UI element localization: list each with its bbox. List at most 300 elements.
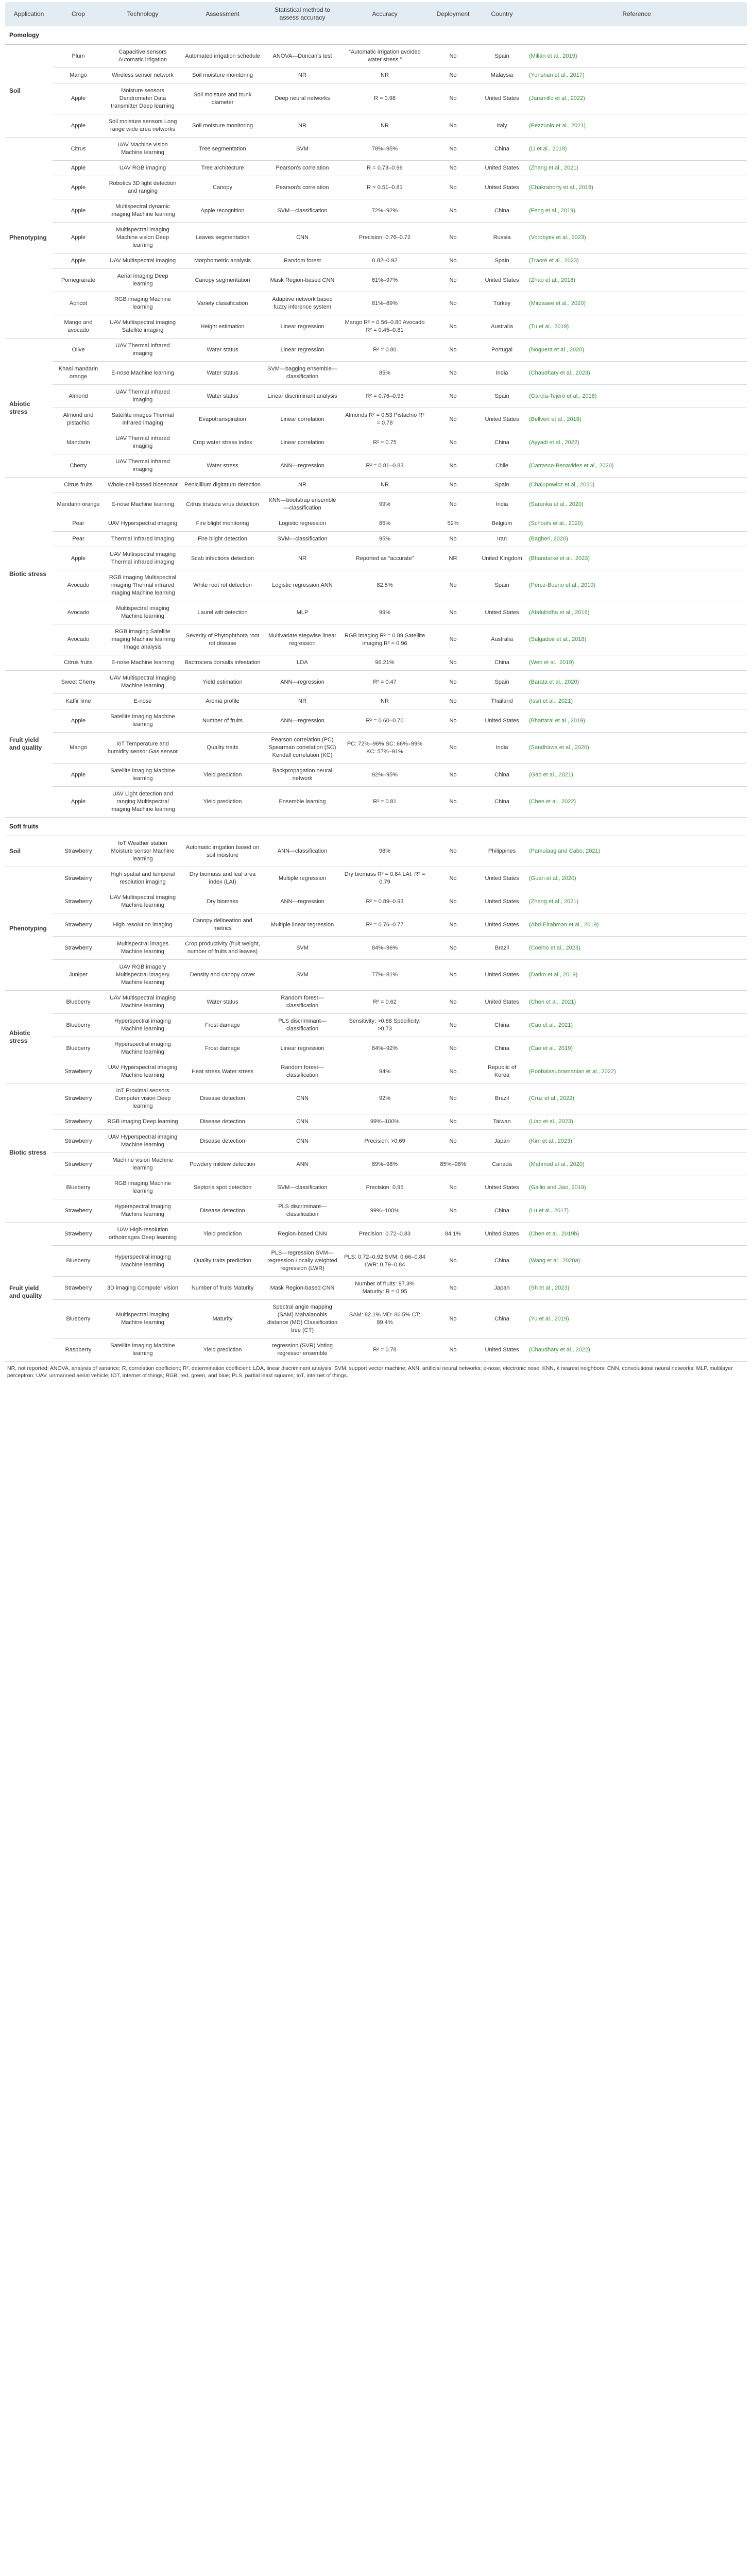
assessment-cell: Number of fruits [181, 709, 264, 733]
reference-cell[interactable]: (Tu et al., 2019) [526, 315, 747, 338]
country-cell: Philippines [477, 836, 526, 867]
section-title: Pomology [5, 26, 747, 45]
technology-cell: E-nose [104, 694, 181, 709]
assessment-cell: White root rot detection [181, 570, 264, 601]
reference-cell[interactable]: (Mirzaaee et al., 2020) [526, 292, 747, 315]
application-cell: Soil [5, 836, 53, 867]
accuracy-cell: “Automatic irrigation avoided water stress.” [341, 45, 429, 68]
crop-cell: Blueberry [53, 1246, 104, 1277]
statistical-method-cell: Linear discriminant analysis [264, 385, 341, 408]
country-cell: China [477, 1199, 526, 1223]
table-row [5, 1246, 747, 1277]
crop-cell: Almond [53, 385, 104, 408]
country-cell: Republic of Korea [477, 1060, 526, 1083]
reference-cell[interactable]: (Yunshan et al., 2017) [526, 68, 747, 83]
country-cell: China [477, 1246, 526, 1277]
reference-cell[interactable]: (Gallio and Jiao, 2019) [526, 1176, 747, 1199]
accuracy-cell: R² = 0.81–0.83 [341, 454, 429, 478]
statistical-method-cell: NR [264, 478, 341, 493]
statistical-method-cell: CNN [264, 1083, 341, 1114]
crop-cell: Strawberry [53, 1114, 104, 1130]
assessment-cell: Water status [181, 991, 264, 1014]
statistical-method-cell: Linear regression [264, 315, 341, 338]
crop-cell: Sweet Cherry [53, 671, 104, 694]
deployment-cell: No [429, 1083, 477, 1114]
country-cell: Brazil [477, 1083, 526, 1114]
statistical-method-cell: Backpropagation neural network [264, 764, 341, 787]
statistical-method-cell: CNN [264, 1114, 341, 1130]
statistical-method-cell: ANN—regression [264, 709, 341, 733]
accuracy-cell: 99%–100% [341, 1199, 429, 1223]
technology-cell: Hyperspectral imaging Machine learning [104, 1246, 181, 1277]
reference-cell[interactable]: (Li et al., 2019) [526, 138, 747, 161]
technology-cell: UAV Multispectral imaging Machine learning [104, 890, 181, 913]
country-cell: India [477, 362, 526, 385]
reference-cell[interactable]: (Liao et al., 2023) [526, 1114, 747, 1130]
country-cell: Belgium [477, 516, 526, 532]
reference-cell[interactable]: (Mahmud et al., 2020) [526, 1153, 747, 1176]
crop-cell: Mandarin [53, 431, 104, 454]
accuracy-cell: 78%–95% [341, 138, 429, 161]
deployment-cell: No [429, 385, 477, 408]
header-crop: Crop [53, 2, 104, 26]
deployment-cell: No [429, 532, 477, 547]
reference-cell[interactable]: (Feng et al., 2019) [526, 199, 747, 223]
reference-cell[interactable]: (Poobalasubramanian et al., 2022) [526, 1060, 747, 1083]
statistical-method-cell: NR [264, 694, 341, 709]
accuracy-cell: R² = 0.76–0.93 [341, 385, 429, 408]
accuracy-cell: Precision: 0.76–0.72 [341, 223, 429, 253]
crop-cell: Almond and pistachio [53, 408, 104, 431]
deployment-cell: No [429, 733, 477, 764]
reference-cell[interactable]: (Bellvert et al., 2018) [526, 408, 747, 431]
table-row [5, 1083, 747, 1114]
deployment-cell: No [429, 709, 477, 733]
reference-cell[interactable]: (Millán et al., 2019) [526, 45, 747, 68]
technology-cell: UAV RGB imaging [104, 161, 181, 176]
application-cell: Fruit yield and quality [5, 671, 53, 818]
reference-cell[interactable]: (Guan et al., 2020) [526, 867, 747, 890]
country-cell: Spain [477, 45, 526, 68]
table-row [5, 937, 747, 960]
statistical-method-cell: SVM—classification [264, 1176, 341, 1199]
country-cell: Turkey [477, 292, 526, 315]
crop-cell: Cherry [53, 454, 104, 478]
reference-cell[interactable]: (Pezzuolo et al., 2021) [526, 114, 747, 138]
accuracy-cell: Sensitivity: >0.88 Specificity: >0.73 [341, 1014, 429, 1037]
reference-cell[interactable]: (Chalupowicz et al., 2020) [526, 478, 747, 493]
deployment-cell: No [429, 431, 477, 454]
technology-cell: Multispectral imaging Machine learning [104, 1300, 181, 1338]
header-statistical-method: Statistical method to assess accuracy [264, 2, 341, 26]
table-row [5, 315, 747, 338]
assessment-cell: Disease detection [181, 1130, 264, 1153]
technology-cell: High resolution imaging [104, 913, 181, 937]
crop-cell: Apple [53, 709, 104, 733]
statistical-method-cell: Ensemble learning [264, 787, 341, 818]
crop-cell: Mandarin orange [53, 493, 104, 516]
reference-cell[interactable]: (Wang et al., 2020a) [526, 1246, 747, 1277]
country-cell: Spain [477, 478, 526, 493]
country-cell: Taiwan [477, 1114, 526, 1130]
reference-cell[interactable]: (Salgadoe et al., 2018) [526, 624, 747, 655]
crop-cell: Apple [53, 787, 104, 818]
assessment-cell: Canopy delineation and metrics [181, 913, 264, 937]
table-row [5, 655, 747, 671]
statistical-method-cell: Random forest—classification [264, 1060, 341, 1083]
crop-cell: Strawberry [53, 890, 104, 913]
reference-cell[interactable]: (Jaramillo et al., 2022) [526, 83, 747, 114]
assessment-cell: Soil moisture monitoring [181, 114, 264, 138]
reference-cell[interactable]: (Zheng et al., 2021) [526, 890, 747, 913]
reference-cell[interactable]: (Chen et al., 2019b) [526, 1223, 747, 1246]
assessment-cell: Quality traits prediction [181, 1246, 264, 1277]
crop-cell: Pear [53, 516, 104, 532]
reference-cell[interactable]: (Abd-Elrahman et al., 2019) [526, 913, 747, 937]
table-row [5, 454, 747, 478]
country-cell: Australia [477, 315, 526, 338]
accuracy-cell: R² = 0.81 [341, 787, 429, 818]
accuracy-cell: RGB imaging R² = 0.89 Satellite imaging R² = 0.96 [341, 624, 429, 655]
reference-cell[interactable]: (Gao et al., 2021) [526, 764, 747, 787]
crop-cell: Mango [53, 68, 104, 83]
country-cell: Canada [477, 1153, 526, 1176]
deployment-cell: No [429, 315, 477, 338]
accuracy-cell: 92%–95% [341, 764, 429, 787]
accuracy-cell: 95% [341, 532, 429, 547]
assessment-cell: Bactrocera dorsalis infestation [181, 655, 264, 671]
country-cell: Spain [477, 385, 526, 408]
accuracy-cell: R² = 0.75 [341, 431, 429, 454]
reference-cell[interactable]: (Chaudhary et al., 2023) [526, 362, 747, 385]
table-row [5, 114, 747, 138]
accuracy-cell: Number of fruits: 97.3% Maturity: R = 0.95 [341, 1277, 429, 1300]
technology-cell: Whole-cell-based biosensor [104, 478, 181, 493]
technology-cell: UAV Multispectral imaging Thermal infrared imaging [104, 547, 181, 570]
table-row [5, 1199, 747, 1223]
assessment-cell: Penicillium digitatum detection [181, 478, 264, 493]
crop-cell: Strawberry [53, 836, 104, 867]
table-row [5, 694, 747, 709]
statistical-method-cell: Adaptive network based fuzzy inference system [264, 292, 341, 315]
assessment-cell: Canopy segmentation [181, 269, 264, 292]
crop-cell: Apple [53, 223, 104, 253]
reference-cell[interactable]: (Chen et al., 2021) [526, 991, 747, 1014]
reference-cell[interactable]: (Saranka et al., 2020) [526, 493, 747, 516]
reference-cell[interactable]: (Chaudhary et al., 2022) [526, 1338, 747, 1362]
accuracy-cell: 0.82–0.92 [341, 253, 429, 269]
crop-cell: Mango and avocado [53, 315, 104, 338]
crop-cell: Strawberry [53, 1199, 104, 1223]
deployment-cell: No [429, 114, 477, 138]
country-cell: China [477, 1037, 526, 1060]
statistical-method-cell: NR [264, 547, 341, 570]
statistical-method-cell: Linear correlation [264, 408, 341, 431]
reference-cell[interactable]: (Bagheri, 2020) [526, 532, 747, 547]
reference-cell[interactable]: (Wen et al., 2019) [526, 655, 747, 671]
application-cell: Biotic stress [5, 1083, 53, 1223]
technology-cell: UAV Multispectral imaging Satellite imaging [104, 315, 181, 338]
reference-cell[interactable]: (Bhattarai et al., 2019) [526, 709, 747, 733]
assessment-cell: Automated irrigation schedule [181, 45, 264, 68]
reference-cell[interactable]: (Abdulridha et al., 2018) [526, 601, 747, 624]
table-row [5, 138, 747, 161]
reference-cell[interactable]: (Chen et al., 2022) [526, 787, 747, 818]
table-row [5, 1130, 747, 1153]
statistical-method-cell: MLP [264, 601, 341, 624]
reference-cell[interactable]: (Schoofs et al., 2020) [526, 516, 747, 532]
technology-cell: Multispectral images Machine learning [104, 937, 181, 960]
reference-cell[interactable]: (Sandhawa et al., 2020) [526, 733, 747, 764]
table-footnote: NR, not reported; ANOVA, analysis of variance; R, correlation coefficient; R², determination coefficient; LDA, linear discriminant analysis; SVM, support vector machine; ANN, artificial neural networks; e-nose, electronic nose; KNN, k nearest neighbors; CNN, convolutional neural networks; MLP, multilayer perceptron; UAV, unmanned aerial vehicle; IOT, Internet of things; RGB, red, green, and blue; PLS, partial least squares; IoT, internet of things. [7, 1365, 733, 1379]
table-row [5, 570, 747, 601]
statistical-method-cell: Random forest [264, 253, 341, 269]
deployment-cell: NR [429, 547, 477, 570]
application-cell: Biotic stress [5, 478, 53, 671]
deployment-cell: No [429, 1246, 477, 1277]
reference-cell[interactable]: (Zhao et al., 2018) [526, 269, 747, 292]
crop-cell: Pear [53, 532, 104, 547]
crop-cell: Apple [53, 83, 104, 114]
country-cell: Japan [477, 1277, 526, 1300]
table-row [5, 68, 747, 83]
assessment-cell: Soil moisture monitoring [181, 68, 264, 83]
accuracy-cell: 85% [341, 516, 429, 532]
accuracy-cell: Precision: >0.69 [341, 1130, 429, 1153]
accuracy-cell: R² = 0.62 [341, 991, 429, 1014]
accuracy-cell: R² = 0.89–0.93 [341, 890, 429, 913]
table-row [5, 890, 747, 913]
deployment-cell: No [429, 161, 477, 176]
technology-cell: UAV Hyperspectral imaging Machine learning [104, 1130, 181, 1153]
table-row [5, 532, 747, 547]
country-cell: United States [477, 913, 526, 937]
table-row [5, 338, 747, 362]
accuracy-cell: Dry biomass R² = 0.84 LAI: R² = 0.79 [341, 867, 429, 890]
statistical-method-cell: SVM—classification [264, 199, 341, 223]
deployment-cell: No [429, 960, 477, 991]
table-row [5, 1277, 747, 1300]
country-cell: United States [477, 867, 526, 890]
crop-cell: Apple [53, 176, 104, 199]
statistical-method-cell: PLS—regression SVM—regression Locally weighted regression (LWR) [264, 1246, 341, 1277]
section-row [5, 26, 747, 45]
assessment-cell: Yield prediction [181, 787, 264, 818]
reference-cell[interactable]: (Issri et al., 2021) [526, 694, 747, 709]
crop-cell: Apple [53, 547, 104, 570]
reference-cell[interactable]: (García-Tejero et al., 2018) [526, 385, 747, 408]
reference-cell[interactable]: (Carrasco-Benavides et al., 2020) [526, 454, 747, 478]
technology-cell: Aerial imaging Deep learning [104, 269, 181, 292]
crop-cell: Mango [53, 733, 104, 764]
country-cell: China [477, 787, 526, 818]
assessment-cell: Yield prediction [181, 764, 264, 787]
assessment-cell: Citrus tristeza virus detection [181, 493, 264, 516]
technology-cell: Wireless sensor network [104, 68, 181, 83]
assessment-cell: Heat stress Water stress [181, 1060, 264, 1083]
table-row [5, 547, 747, 570]
statistical-method-cell: Multivariate stepwise linear regression [264, 624, 341, 655]
header-application: Application [5, 2, 53, 26]
table-row [5, 671, 747, 694]
table-row [5, 199, 747, 223]
reference-cell[interactable]: (Noguera et al., 2020) [526, 338, 747, 362]
accuracy-cell: R = 0.51–0.81 [341, 176, 429, 199]
table-row [5, 1114, 747, 1130]
deployment-cell: No [429, 1199, 477, 1223]
country-cell: Spain [477, 671, 526, 694]
statistical-method-cell: Linear regression [264, 338, 341, 362]
statistical-method-cell: CNN [264, 1130, 341, 1153]
technology-cell: Soil moisture sensors Long range wide area networks [104, 114, 181, 138]
crop-cell: Apple [53, 114, 104, 138]
country-cell: United States [477, 960, 526, 991]
table-row [5, 1223, 747, 1246]
assessment-cell: Water status [181, 338, 264, 362]
statistical-method-cell: SVM [264, 960, 341, 991]
accuracy-cell: 99% [341, 493, 429, 516]
technology-cell: IoT Proximal sensors Computer vision Deep learning [104, 1083, 181, 1114]
table-row [5, 1176, 747, 1199]
statistical-method-cell: Multiple regression [264, 867, 341, 890]
assessment-cell: Automatic irrigation based on soil moisture [181, 836, 264, 867]
technology-cell: UAV Thermal infrared imaging [104, 431, 181, 454]
statistical-method-cell: KNN—bootstrap ensemble—classification [264, 493, 341, 516]
assessment-cell: Water status [181, 362, 264, 385]
country-cell: India [477, 733, 526, 764]
statistical-method-cell: CNN [264, 223, 341, 253]
table-row [5, 1060, 747, 1083]
reference-cell[interactable]: (Lu et al., 2017) [526, 1199, 747, 1223]
technology-cell: UAV Hyperspectral imaging Machine learning [104, 1060, 181, 1083]
comparison-table [5, 2, 747, 1362]
statistical-method-cell: PLS discriminant—classification [264, 1014, 341, 1037]
assessment-cell: Evapotranspiration [181, 408, 264, 431]
crop-cell: Citrus fruits [53, 478, 104, 493]
deployment-cell: No [429, 269, 477, 292]
deployment-cell: No [429, 493, 477, 516]
assessment-cell: Fire blight monitoring [181, 516, 264, 532]
reference-cell[interactable]: (Ayyadi et al., 2022) [526, 431, 747, 454]
deployment-cell: No [429, 68, 477, 83]
accuracy-cell: Reported as “accurate” [341, 547, 429, 570]
crop-cell: Strawberry [53, 1153, 104, 1176]
deployment-cell: No [429, 913, 477, 937]
reference-cell[interactable]: (Traoré et al., 2023) [526, 253, 747, 269]
accuracy-cell: 94% [341, 1060, 429, 1083]
reference-cell[interactable]: (Kim et al., 2023) [526, 1130, 747, 1153]
assessment-cell: Number of fruits Maturity [181, 1277, 264, 1300]
assessment-cell: Leaves segmentation [181, 223, 264, 253]
reference-cell[interactable]: (Sh et al., 2023) [526, 1277, 747, 1300]
reference-cell[interactable]: (Chakraborty et al., 2019) [526, 176, 747, 199]
accuracy-cell: NR [341, 694, 429, 709]
reference-cell[interactable]: (Cao et al., 2021) [526, 1014, 747, 1037]
header-accuracy: Accuracy [341, 2, 429, 26]
accuracy-cell: Almonds R² = 0.53 Pistachio R² = 0.78 [341, 408, 429, 431]
reference-cell[interactable]: (Cruz et al., 2022) [526, 1083, 747, 1114]
crop-cell: Kaffir lime [53, 694, 104, 709]
technology-cell: RGB imaging Machine learning [104, 1176, 181, 1199]
table-row [5, 624, 747, 655]
accuracy-cell: 99% [341, 601, 429, 624]
table-row [5, 836, 747, 867]
reference-cell[interactable]: (Pérez-Bueno et al., 2019) [526, 570, 747, 601]
country-cell: Brazil [477, 937, 526, 960]
statistical-method-cell: regression (SVR) Voting regressor ensemble [264, 1338, 341, 1362]
table-row [5, 45, 747, 68]
deployment-cell: No [429, 991, 477, 1014]
technology-cell: UAV Machine vision Machine learning [104, 138, 181, 161]
accuracy-cell: 92% [341, 1083, 429, 1114]
deployment-cell: No [429, 478, 477, 493]
country-cell: United States [477, 991, 526, 1014]
assessment-cell: Powdery mildew detection [181, 1153, 264, 1176]
assessment-cell: Apple recognition [181, 199, 264, 223]
technology-cell: E-nose Machine learning [104, 655, 181, 671]
statistical-method-cell: LDA [264, 655, 341, 671]
country-cell: United States [477, 176, 526, 199]
technology-cell: UAV Multispectral imaging [104, 253, 181, 269]
technology-cell: Satellite imaging Machine learning [104, 1338, 181, 1362]
assessment-cell: Dry biomass and leaf area index (LAI) [181, 867, 264, 890]
header-deployment: Deployment [429, 2, 477, 26]
crop-cell: Apple [53, 253, 104, 269]
country-cell: Italy [477, 114, 526, 138]
technology-cell: Satellite imaging Machine learning [104, 709, 181, 733]
technology-cell: Capacitive sensors Automatic irrigation [104, 45, 181, 68]
statistical-method-cell: Logistic regression ANN [264, 570, 341, 601]
deployment-cell: No [429, 1037, 477, 1060]
technology-cell: UAV Multispectral imaging Machine learning [104, 991, 181, 1014]
deployment-cell: No [429, 694, 477, 709]
technology-cell: UAV Thermal infrared imaging [104, 385, 181, 408]
country-cell: China [477, 655, 526, 671]
application-cell: Soil [5, 45, 53, 138]
reference-cell[interactable]: (Barata et al., 2020) [526, 671, 747, 694]
reference-cell[interactable]: (Cao et al., 2019) [526, 1037, 747, 1060]
country-cell: Russia [477, 223, 526, 253]
reference-cell[interactable]: (Pamulaag and Cabo, 2021) [526, 836, 747, 867]
section-row [5, 818, 747, 836]
technology-cell: Thermal infrared imaging [104, 532, 181, 547]
technology-cell: Satellite images Thermal infrared imaging [104, 408, 181, 431]
reference-cell[interactable]: (Vorobyev et al., 2023) [526, 223, 747, 253]
country-cell: Australia [477, 624, 526, 655]
assessment-cell: Yield prediction [181, 1223, 264, 1246]
table-row [5, 1153, 747, 1176]
reference-cell[interactable]: (Zhang et al., 2021) [526, 161, 747, 176]
accuracy-cell: R² = 0.47 [341, 671, 429, 694]
reference-cell[interactable]: (Bhandarke et al., 2023) [526, 547, 747, 570]
table-row [5, 787, 747, 818]
technology-cell: UAV Multispectral imaging Machine learning [104, 671, 181, 694]
reference-cell[interactable]: (Yu et al., 2019) [526, 1300, 747, 1338]
technology-cell: Multispectral imaging Machine vision Deep learning [104, 223, 181, 253]
table-row [5, 493, 747, 516]
deployment-cell: No [429, 176, 477, 199]
technology-cell: UAV Hyperspectral imaging [104, 516, 181, 532]
reference-cell[interactable]: (Coelho et al., 2023) [526, 937, 747, 960]
technology-cell: RGB imaging Multispectral imaging Thermal infrared imaging Machine learning [104, 570, 181, 601]
statistical-method-cell: Pearson correlation (PC) Spearman correlation (SC) Kendall correlation (KC) [264, 733, 341, 764]
deployment-cell: No [429, 890, 477, 913]
deployment-cell: No [429, 338, 477, 362]
statistical-method-cell: Random forest—classification [264, 991, 341, 1014]
accuracy-cell: 99%–100% [341, 1114, 429, 1130]
assessment-cell: Fire blight detection [181, 532, 264, 547]
reference-cell[interactable]: (Darko et al., 2019) [526, 960, 747, 991]
